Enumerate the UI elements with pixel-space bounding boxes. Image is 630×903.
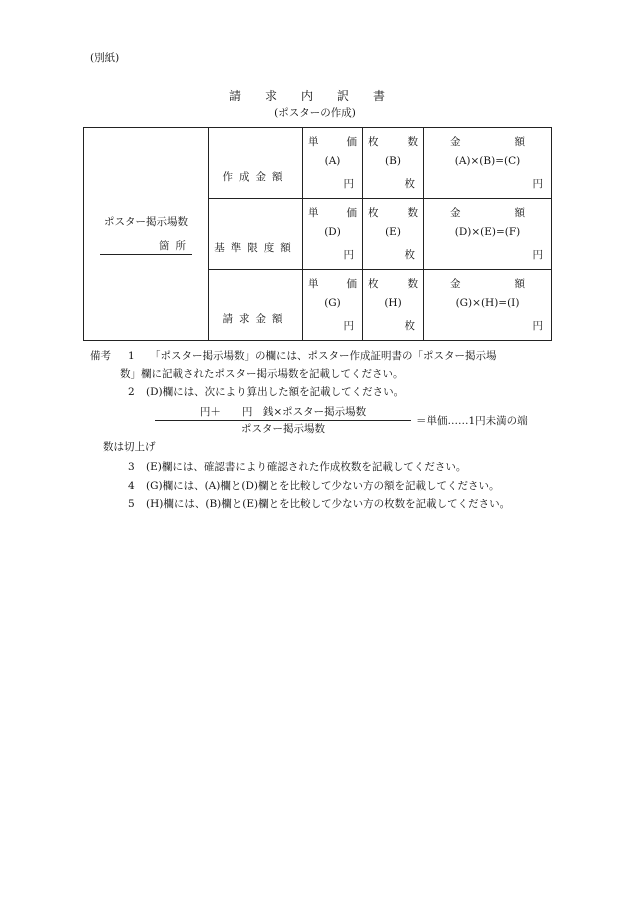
page-title: 請求内訳書 xyxy=(228,89,409,103)
column-mark: (A)×(B)=(C) xyxy=(454,155,521,167)
header-char: 枚 xyxy=(368,278,379,290)
formula-result: ＝単価……1円未満の端 xyxy=(416,415,528,427)
header-char: 額 xyxy=(514,207,525,219)
unit-price-cell xyxy=(303,270,363,341)
attachment-label: (別紙) xyxy=(90,52,120,64)
header-char: 金 xyxy=(450,278,461,290)
note-2-text: (D)欄には、次により算出した額を記載してください。 xyxy=(146,386,405,398)
amount-cell xyxy=(424,128,552,199)
header-char: 枚 xyxy=(368,207,379,219)
amount-cell xyxy=(424,199,552,270)
header-char: 数 xyxy=(407,207,418,219)
row-label-claim-amount: 請求金額 xyxy=(209,270,303,341)
unit-price-cell xyxy=(303,128,363,199)
note-number: 3 xyxy=(128,461,135,473)
note-5-text: (H)欄には、(B)欄と(E)欄とを比較して少ない方の枚数を記載してください。 xyxy=(146,498,511,510)
unit-label: 円 xyxy=(343,178,354,190)
column-mark: (G)×(H)=(I) xyxy=(455,297,520,309)
header-char: 単 xyxy=(308,207,319,219)
column-mark: (D)×(E)=(F) xyxy=(454,226,521,238)
header-char: 額 xyxy=(514,136,525,148)
unit-price-cell xyxy=(303,199,363,270)
page-subtitle: (ポスターの作成) xyxy=(274,107,356,119)
column-mark: (D) xyxy=(324,226,341,238)
header-char: 価 xyxy=(346,136,357,148)
header-char: 数 xyxy=(407,278,418,290)
header-char: 価 xyxy=(346,207,357,219)
poster-sites-cell xyxy=(84,128,209,341)
amount-cell xyxy=(424,270,552,341)
column-mark: (E) xyxy=(385,226,401,238)
poster-sites-unit: 箇所 xyxy=(159,239,192,252)
column-mark: (G) xyxy=(324,297,341,309)
count-cell xyxy=(363,128,424,199)
note-2-continuation: 数は切上げ xyxy=(103,441,156,453)
column-mark: (H) xyxy=(384,297,402,309)
unit-label: 円 xyxy=(532,249,543,261)
unit-label: 円 xyxy=(532,320,543,332)
header-char: 単 xyxy=(308,278,319,290)
header-char: 枚 xyxy=(368,136,379,148)
note-number: 4 xyxy=(128,480,135,492)
header-char: 単 xyxy=(308,136,319,148)
header-char: 金 xyxy=(450,136,461,148)
note-4-text: (G)欄には、(A)欄と(D)欄とを比較して少ない方の額を記載してください。 xyxy=(146,480,500,492)
unit-label: 円 xyxy=(343,320,354,332)
note-1-line-2: 数」欄に記載されたポスター掲示場数を記載してください。 xyxy=(120,368,404,380)
header-char: 額 xyxy=(514,278,525,290)
poster-sites-label: ポスター掲示場数 xyxy=(104,215,188,228)
row-label-creation-amount: 作成金額 xyxy=(209,128,303,199)
claim-breakdown-table xyxy=(83,127,552,341)
unit-label: 枚 xyxy=(404,178,415,190)
column-mark: (A) xyxy=(324,155,341,167)
note-number: 5 xyxy=(128,498,135,510)
header-char: 価 xyxy=(346,278,357,290)
formula-denominator: ポスター掲示場数 xyxy=(241,423,325,435)
row-label-standard-limit: 基準限度額 xyxy=(209,199,303,270)
count-cell xyxy=(363,199,424,270)
header-char: 金 xyxy=(450,207,461,219)
unit-label: 円 xyxy=(532,178,543,190)
count-cell xyxy=(363,270,424,341)
poster-sites-blank xyxy=(100,239,192,255)
unit-label: 枚 xyxy=(404,249,415,261)
unit-label: 枚 xyxy=(404,320,415,332)
column-mark: (B) xyxy=(385,155,401,167)
unit-label: 円 xyxy=(343,249,354,261)
note-number: 2 xyxy=(128,386,135,398)
note-1-line-1: 「ポスター掲示場数」の欄には、ポスター作成証明書の「ポスター掲示場 xyxy=(150,350,497,362)
note-3-text: (E)欄には、確認書により確認された作成枚数を記載してください。 xyxy=(146,461,467,473)
remarks-heading: 備考 xyxy=(90,350,111,362)
header-char: 数 xyxy=(407,136,418,148)
note-number: 1 xyxy=(128,350,135,362)
formula-numerator: 円＋ 円 銭×ポスター掲示場数 xyxy=(199,406,367,418)
